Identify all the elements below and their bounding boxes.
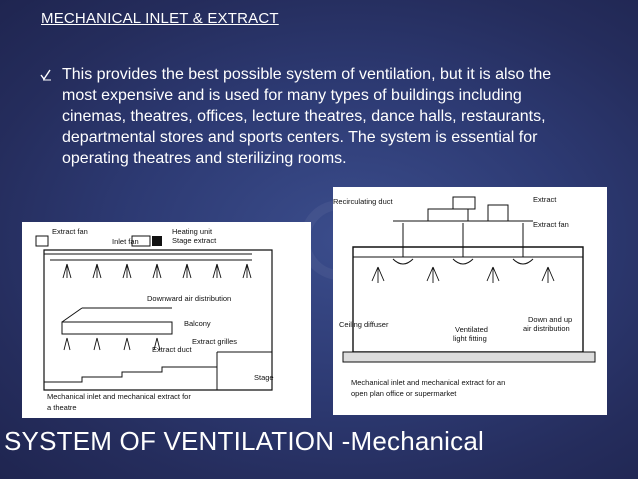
label-downward-air: Downward air distribution bbox=[147, 294, 232, 303]
label-ceiling-diffuser: Ceiling diffuser bbox=[339, 320, 389, 329]
slide-heading: MECHANICAL INLET & EXTRACT bbox=[41, 10, 279, 27]
label-light-fitting: light fitting bbox=[453, 334, 487, 343]
office-ventilation-diagram bbox=[333, 187, 607, 415]
label-heating-unit: Heating unit bbox=[172, 227, 213, 236]
label-balcony: Balcony bbox=[184, 319, 211, 328]
pen-check-icon bbox=[40, 69, 52, 81]
label-air-distribution: air distribution bbox=[523, 324, 570, 333]
label-extract-grilles: Extract grilles bbox=[192, 337, 238, 346]
label-stage-extract: Stage extract bbox=[172, 236, 217, 245]
label-recirculating-duct: Recirculating duct bbox=[333, 197, 393, 206]
caption-line-1: Mechanical inlet and mechanical extract for an bbox=[351, 378, 506, 387]
label-inlet-fan: Inlet fan bbox=[112, 237, 139, 246]
bullet-text: This provides the best possible system of ventilation, but it is also the most expensive and is used for many types of buildings including cinemas, theatres, offices, lecture theatres, dance halls, restaurants, departmental stores and sports centers. The system is essential for operating theatres and sterilizing rooms. bbox=[62, 66, 552, 167]
label-ventilated: Ventilated bbox=[455, 325, 488, 334]
label-stage: Stage bbox=[254, 373, 274, 382]
caption-line-2: a theatre bbox=[47, 403, 77, 412]
theatre-ventilation-diagram bbox=[22, 222, 311, 418]
slide-title: SYSTEM OF VENTILATION -Mechanical bbox=[4, 426, 484, 456]
label-extract-duct: Extract duct bbox=[152, 345, 192, 354]
caption-line-1: Mechanical inlet and mechanical extract for bbox=[47, 392, 191, 401]
label-down-up: Down and up bbox=[528, 315, 573, 324]
label-extract-fan: Extract fan bbox=[533, 220, 569, 229]
caption-line-2: open plan office or supermarket bbox=[351, 389, 457, 398]
label-extract: Extract bbox=[533, 195, 557, 204]
label-extract-fan: Extract fan bbox=[52, 227, 88, 236]
